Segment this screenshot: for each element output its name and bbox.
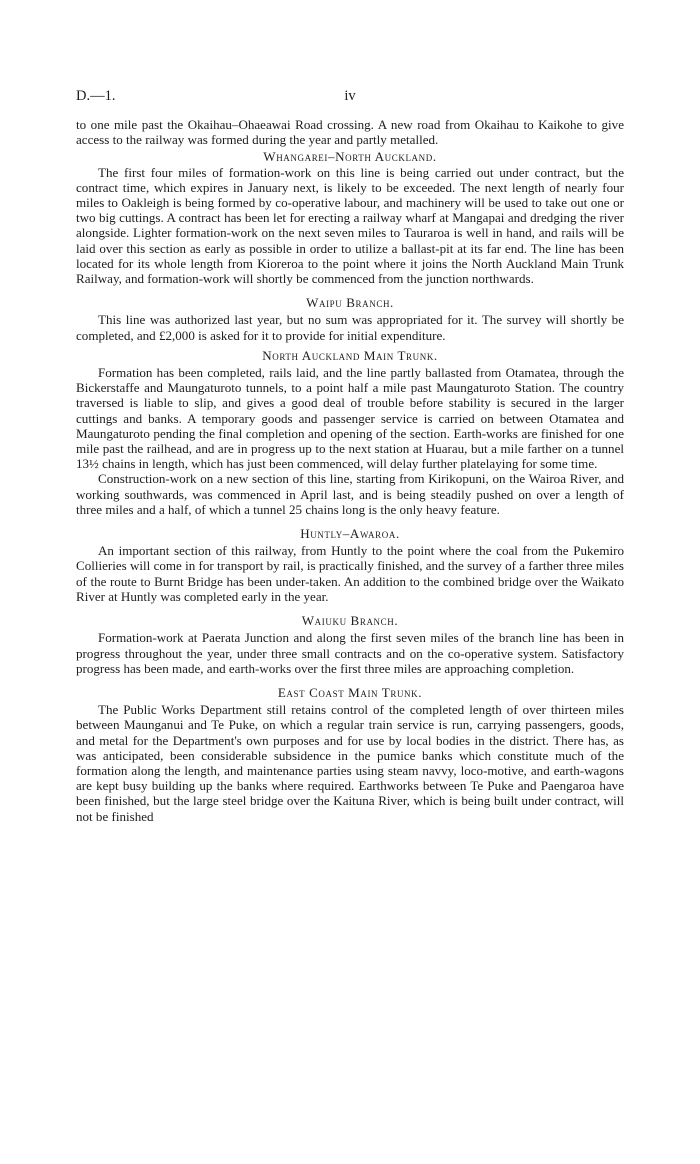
section-heading-north-auckland: North Auckland Main Trunk. bbox=[262, 347, 438, 363]
body-paragraph: Formation-work at Paerata Junction and along the first seven miles of the branch line has been in progress throughout the year, under three small contracts and on the co-operative system. Satisfactory progress has been made, and earth-works over the first three miles are approaching completion. bbox=[76, 630, 624, 676]
section-heading-waiuku: Waiuku Branch. bbox=[301, 613, 399, 629]
section-heading-east-coast: East Coast Main Trunk. bbox=[277, 684, 423, 700]
section-heading-whangarei: Whangarei–North Auckland. bbox=[263, 149, 437, 165]
body-paragraph: Formation has been completed, rails laid, and the line partly ballasted from Otamatea, through the Bickerstaffe and Maungaturoto tunnels, to a point half a mile past Maungaturoto Station. The country traversed is liable to slip, and gives a good deal of trouble before stability is secured in the larger cuttings and banks. A temporary goods and passenger service is carried on between Otamatea and Maungaturoto pending the final completion and opening of the section. Earth-works are finished for one mile past the railhead, and are in progress up to the next station at Huarau, but a mile farther on a tunnel 13½ chains in length, which has just been commenced, will delay further platelaying for some time. bbox=[76, 365, 624, 472]
page-header bbox=[76, 88, 624, 106]
body-paragraph: An important section of this railway, from Huntly to the point where the coal from the Pukemiro Collieries will come in for transport by rail, is practically finished, and the survey of a farther three miles of the route to Burnt Bridge has been under-taken. An addition to the combined bridge over the Waikato River at Huntly was completed early in the year. bbox=[76, 543, 624, 604]
intro-paragraph: to one mile past the Okaihau–Ohaeawai Road crossing. A new road from Okaihau to Kaikohe to give access to the railway was formed during the year and partly metalled. bbox=[76, 117, 624, 148]
body-paragraph: The Public Works Department still retains control of the completed length of over thirteen miles between Maunganui and Te Puke, on which a regular train service is run, carrying passengers, goods, and metal for the Department's own purposes and for use by local bodies in the district. There has, as was anticipated, been considerable subsidence in the pumice banks which constitute much of the formation along the length, and maintenance parties using steam navvy, loco-motive, and earth-wagons are kept busy building up the banks where required. Earthworks between Te Puke and Paengaroa have been finished, but the large steel bridge over the Kaituna River, which is being built under contract, will not be finished bbox=[76, 702, 624, 824]
section-heading-huntly: Huntly–Awaroa. bbox=[300, 526, 400, 542]
body-paragraph: Construction-work on a new section of this line, starting from Kirikopuni, on the Wairoa River, and working southwards, was commenced in April last, and is being steadily pushed on over a length of three miles and a half, of which a tunnel 25 chains long is the only heavy feature. bbox=[76, 471, 624, 517]
body-paragraph: This line was authorized last year, but no sum was appropriated for it. The survey will shortly be completed, and £2,000 is asked for it to provide for initial expenditure. bbox=[76, 312, 624, 343]
page-body bbox=[76, 117, 624, 824]
section-heading-waipu: Waipu Branch. bbox=[306, 295, 394, 311]
document-reference: D.—1. bbox=[76, 88, 116, 104]
page-number: iv bbox=[344, 88, 356, 104]
body-paragraph: The first four miles of formation-work on this line is being carried out under contract, but the contract time, which expires in January next, is likely to be exceeded. The next length of nearly four miles to Oakleigh is being formed by co-operative labour, and machinery will be used to take out one or two big cuttings. A contract has been let for erecting a railway wharf at Mangapai and dredging the river alongside. Lighter formation-work on the next seven miles to Tauraroa is well in hand, and rails will be laid over this section as early as possible in order to utilize a ballast-pit at its far end. The line has been located for its whole length from Kioreroa to the point where it joins the North Auckland Main Trunk Railway, and formation-work will shortly be commenced from the junction northwards. bbox=[76, 164, 624, 287]
